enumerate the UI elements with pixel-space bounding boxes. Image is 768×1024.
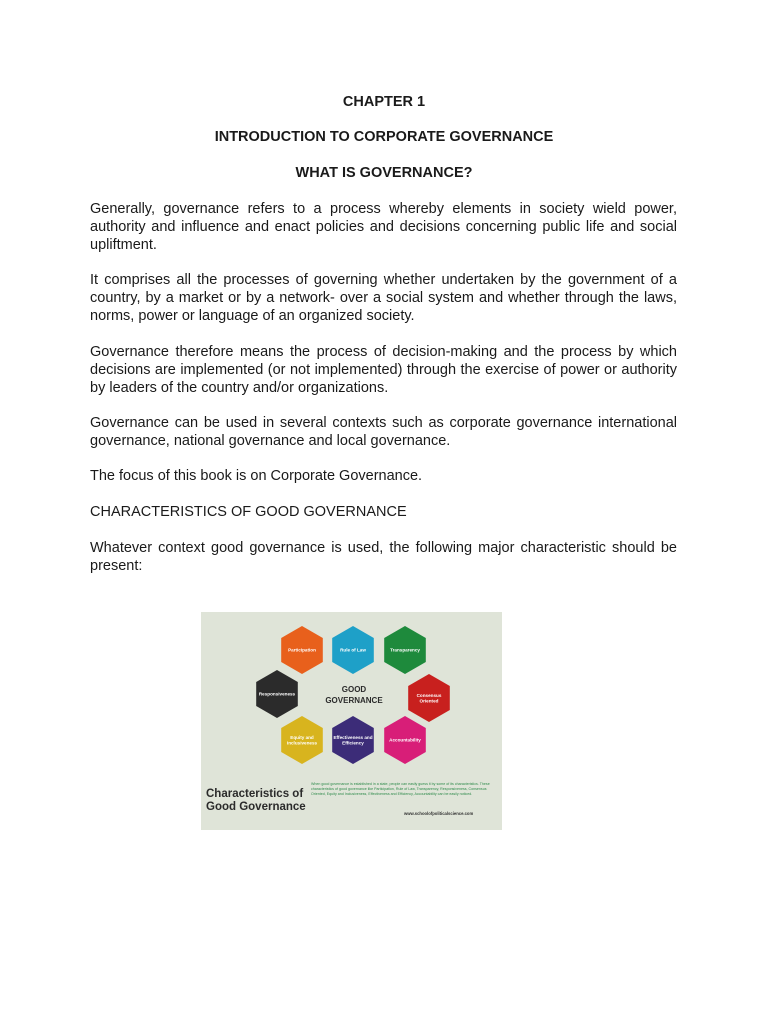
hexagon-label: Participation (288, 647, 316, 653)
good-governance-figure (201, 612, 502, 830)
hexagon-label: Equity and (290, 734, 314, 740)
hexagon-label: Rule of Law (340, 647, 366, 653)
hexagon-label: Inclusiveness (286, 740, 318, 746)
figure-blurb: When good governance is established in a state, people can easily guess it by some of its characteristics. These characteristics of good governance like Participation, Rule of Law, Transparency, Responsiveness, Consensus Oriented, Equity and Inclusiveness, Effectiveness and Efficiency, Accountability can be easily noticed. (311, 782, 490, 797)
figure-url: www.schoolofpoliticalscience.com (404, 811, 474, 816)
center-label-line2: GOVERNANCE (325, 696, 383, 705)
hexagon-label: Transparency (390, 647, 420, 653)
figure-caption-line1: Characteristics of (206, 788, 304, 800)
hexagon-label: Responsiveness (258, 691, 296, 697)
chapter-number: CHAPTER 1 (342, 94, 426, 110)
figure-caption (206, 788, 306, 813)
hexagon-label: Oriented (419, 698, 439, 704)
chapter-title: INTRODUCTION TO CORPORATE GOVERNANCE (214, 129, 554, 145)
figure-caption-line2: Good Governance (206, 800, 306, 813)
paragraph: It comprises all the processes of governing whether undertaken by the government of a country, by a market or by a network- over a social system and whether through the laws, norms, power or language of an organized society. (90, 272, 677, 324)
paragraph: The focus of this book is on Corporate Governance. (90, 468, 423, 484)
section-subtitle: WHAT IS GOVERNANCE? (295, 165, 473, 181)
characteristics-heading: CHARACTERISTICS OF GOOD GOVERNANCE (90, 504, 407, 520)
hexagon-label: Efficiency (342, 740, 364, 746)
hexagon-diagram (201, 612, 502, 782)
hexagon-label: Accountability (389, 737, 421, 743)
hexagon-label: Effectiveness and (333, 734, 373, 740)
intro-paragraph: Whatever context good governance is used, the following major characteristic should be present: (90, 540, 677, 574)
paragraph: Governance therefore means the process of decision-making and the process by which decisions are implemented (or not implemented) through the exercise of power or authority by leaders of the country and/or organizations. (90, 344, 677, 396)
hexagon-label: Consensus (416, 692, 442, 698)
center-label-line1: GOOD (341, 685, 367, 694)
paragraph: Generally, governance refers to a process whereby elements in society wield power, authority and influence and enact policies and decisions concerning public life and social upliftment. (90, 201, 677, 253)
paragraph: Governance can be used in several contexts such as corporate governance international governance, national governance and local governance. (90, 415, 677, 449)
